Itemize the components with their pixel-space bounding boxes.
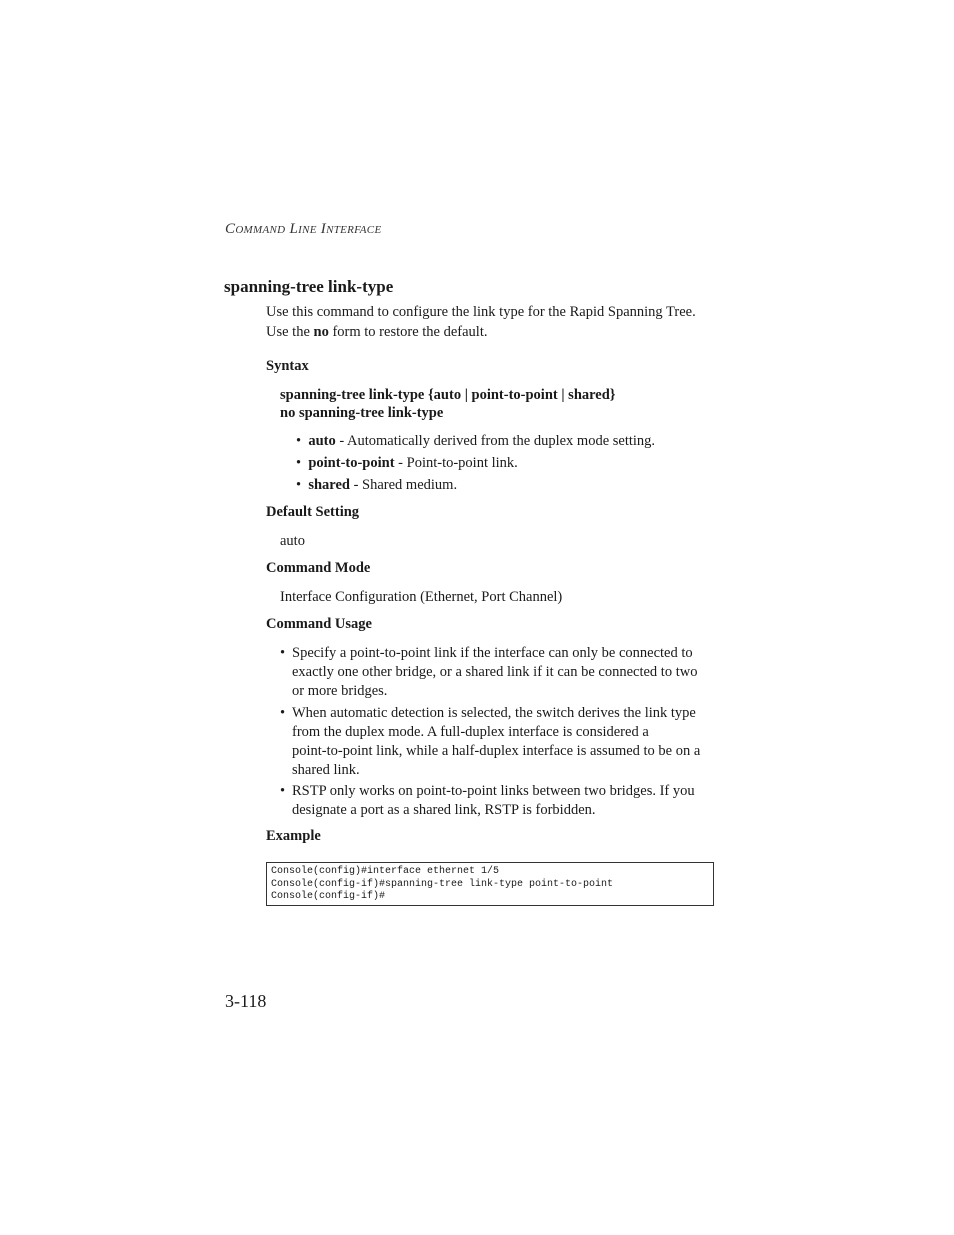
example-heading: Example (266, 828, 321, 844)
code-line: Console(config-if)# (271, 891, 386, 902)
command-title: spanning-tree link-type (224, 277, 394, 296)
syntax-line: spanning-tree link-type {auto | point-to-point | shared} (280, 387, 616, 403)
syntax-heading: Syntax (266, 358, 309, 374)
default-heading: Default Setting (266, 504, 360, 520)
code-line: Console(config)#interface ethernet 1/5 (271, 866, 500, 877)
default-value: auto (280, 533, 305, 549)
usage-heading: Command Usage (266, 616, 372, 632)
usage-bullet: • Specify a point-to-point link if the interface can only be connected to exactly one other bridge, or a shared link if it can be connected to two or more bridges. (280, 645, 698, 699)
running-header: COMMAND LINE INTERFACE (225, 221, 382, 237)
intro-paragraph (266, 302, 696, 342)
syntax-bullet: • auto - Automatically derived from the duplex mode setting. (296, 433, 656, 449)
syntax-bullet: • point-to-point - Point-to-point link. (296, 455, 518, 471)
intro-line: Use this command to configure the link type for the Rapid Spanning Tree. (266, 304, 696, 320)
usage-bullet: • When automatic detection is selected, the switch derives the link type from the duplex mode. A full-duplex interface is considered a point-to-point link, while a half-duplex interface is assumed to be on a shared link. (280, 705, 701, 778)
syntax-bullet: • shared - Shared medium. (296, 477, 458, 493)
intro-line: Use the no form to restore the default. (266, 324, 488, 340)
mode-heading: Command Mode (266, 560, 371, 576)
mode-value: Interface Configuration (Ethernet, Port Channel) (280, 589, 563, 605)
code-example (266, 862, 714, 906)
code-line: Console(config-if)#spanning-tree link-type point-to-point (271, 878, 614, 890)
usage-bullet: • RSTP only works on point-to-point links between two bridges. If you designate a port as a shared link, RSTP is forbidden. (280, 783, 695, 818)
page-number: 3-118 (225, 991, 267, 1011)
syntax-line-no: no spanning-tree link-type (280, 405, 444, 421)
